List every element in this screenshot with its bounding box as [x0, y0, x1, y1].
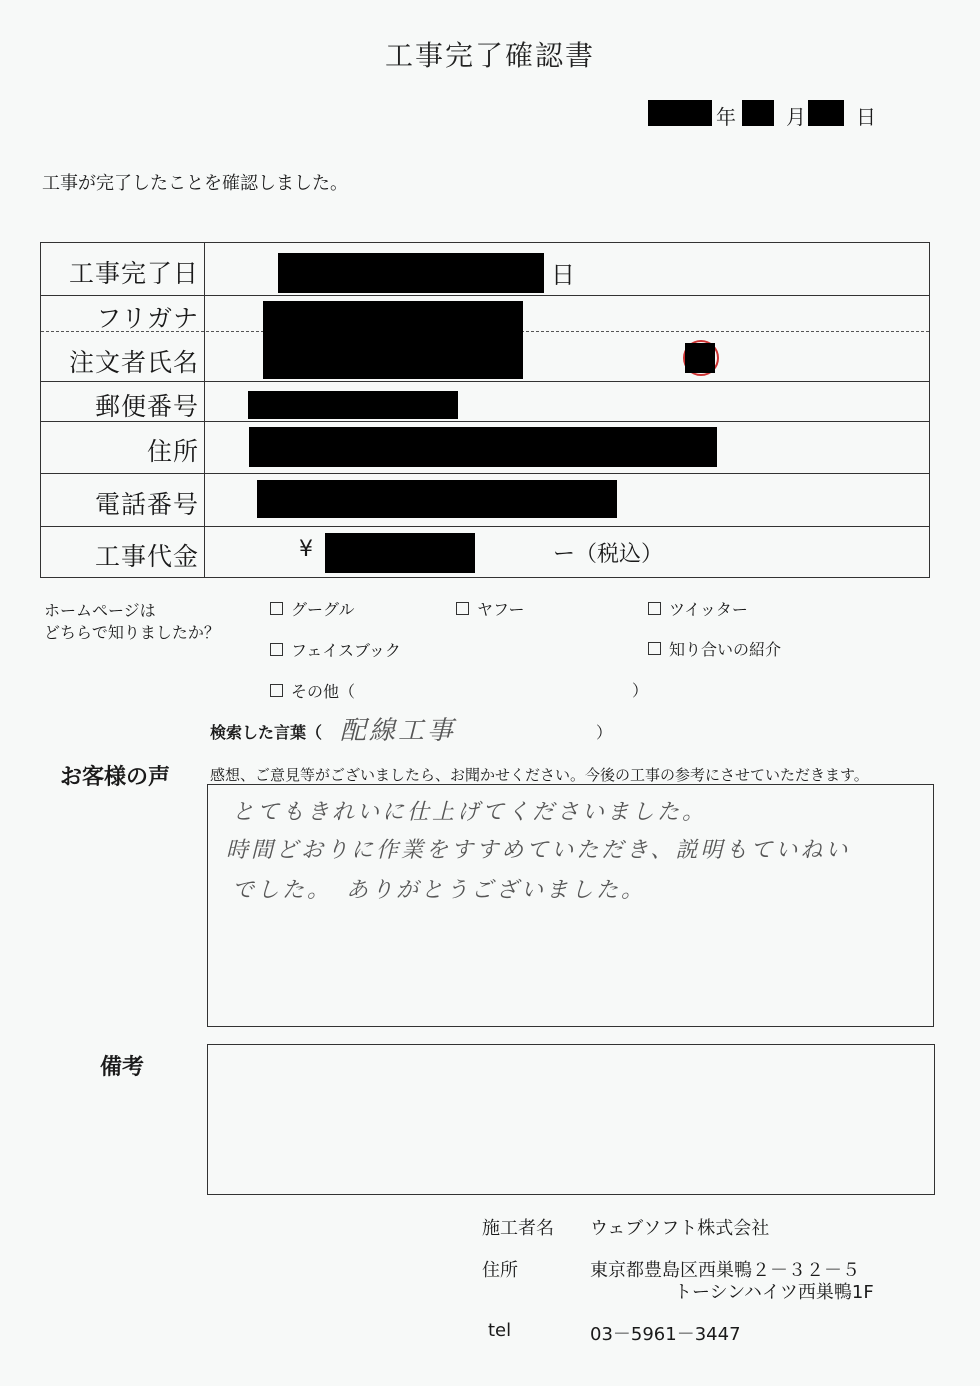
checkbox-label: グーグル	[291, 600, 355, 619]
redacted-day	[808, 100, 844, 126]
customer-comment-line: 時間どおりに作業をすすめていただき、説明もていねい	[226, 838, 851, 863]
notes-box	[207, 1044, 935, 1195]
document-title: 工事完了確認書	[384, 39, 595, 72]
completion-date-label: 工事完了日	[68, 259, 199, 288]
checkbox-google[interactable]	[270, 597, 355, 620]
tel-label: tel	[488, 1320, 512, 1341]
customer-voice-box	[207, 784, 934, 1027]
checkbox-label: フェイスブック	[291, 641, 401, 660]
checkbox-box[interactable]	[648, 642, 661, 655]
checkbox-facebook[interactable]	[270, 638, 401, 661]
year-label: 年	[716, 105, 736, 129]
checkbox-other[interactable]	[270, 679, 355, 702]
customer-info-table	[40, 242, 930, 578]
checkbox-label: ツイッター	[669, 600, 748, 619]
contractor-name: ウェブソフト株式会社	[590, 1218, 770, 1239]
redacted-phone	[257, 480, 617, 518]
customer-name-label: 注文者氏名	[68, 348, 199, 377]
redacted-postal-code	[248, 391, 458, 419]
month-label: 月	[786, 105, 806, 129]
checkbox-label: 知り合いの紹介	[669, 640, 782, 659]
search-term-value: 配線工事	[340, 716, 457, 746]
notes-heading: 備考	[100, 1055, 145, 1080]
redacted-customer-name	[263, 301, 523, 379]
row-divider	[41, 526, 929, 527]
contractor-address-line1: 東京都豊島区西巣鴨２－３２－５	[590, 1260, 860, 1281]
checkbox-twitter[interactable]	[648, 597, 748, 620]
checkbox-yahoo[interactable]	[456, 597, 525, 620]
redacted-month	[742, 100, 774, 126]
address-label: 住所	[146, 437, 199, 466]
survey-question-line2: どちらで知りましたか？	[44, 623, 220, 642]
row-divider	[41, 295, 929, 296]
checkbox-box[interactable]	[456, 602, 469, 615]
postal-code-label: 郵便番号	[94, 392, 199, 421]
contractor-tel: 03－5961－3447	[590, 1324, 741, 1345]
cost-label: 工事代金	[94, 542, 199, 571]
checkbox-label: ヤフー	[477, 600, 525, 619]
customer-voice-heading: お客様の声	[60, 765, 171, 790]
customer-voice-instruction: 感想、ご意見等がございましたら、お聞かせください。今後の工事の参考にさせていただきます。	[210, 766, 869, 784]
redacted-seal	[685, 343, 715, 373]
checkbox-box[interactable]	[270, 602, 283, 615]
customer-comment-line: とてもきれいに仕上げてくださいました。	[232, 800, 708, 825]
redacted-cost	[325, 533, 475, 573]
redacted-year	[648, 100, 712, 126]
tax-included-suffix: ー（税込）	[553, 542, 664, 567]
redacted-completion-date	[278, 253, 544, 293]
search-term-label: 検索した言葉（	[210, 723, 323, 742]
checkbox-box[interactable]	[648, 602, 661, 615]
contractor-address-label: 住所	[482, 1260, 518, 1281]
furigana-label: フリガナ	[96, 304, 199, 333]
search-term-close-paren: ）	[596, 723, 613, 742]
row-divider	[41, 381, 929, 382]
day-label: 日	[856, 105, 876, 129]
checkbox-referral[interactable]	[648, 637, 781, 660]
checkbox-box[interactable]	[270, 684, 283, 697]
row-divider	[41, 473, 929, 474]
checkbox-label: その他（	[291, 682, 356, 701]
contractor-address-line2: トーシンハイツ西巣鴨1F	[674, 1282, 874, 1303]
phone-label: 電話番号	[94, 490, 199, 519]
completion-day-suffix: 日	[551, 261, 575, 289]
intro-text: 工事が完了したことを確認しました。	[42, 173, 348, 194]
survey-question-line1: ホームページは	[44, 601, 156, 620]
other-close-paren: ）	[632, 681, 649, 700]
redacted-address	[249, 427, 717, 467]
yen-sign: ¥	[299, 537, 313, 562]
contractor-name-label: 施工者名	[482, 1218, 554, 1239]
customer-comment-line: でした。 ありがとうございました。	[232, 878, 647, 903]
checkbox-box[interactable]	[270, 643, 283, 656]
